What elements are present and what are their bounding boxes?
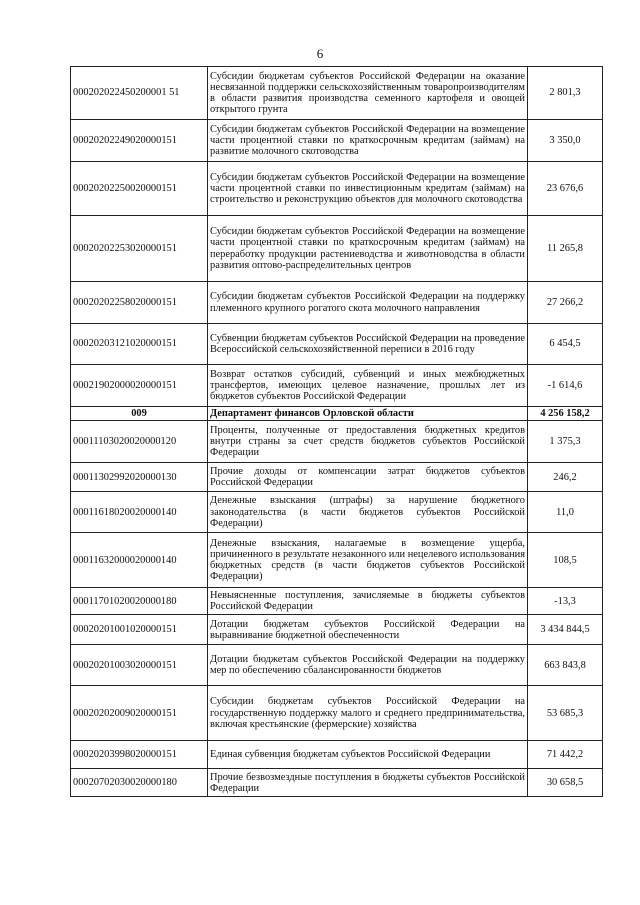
table-row: [71, 686, 603, 741]
department-code: 009: [71, 407, 208, 421]
department-name: Департамент финансов Орловской области: [208, 407, 528, 421]
income-description: Невыясненные поступления, зачисляемые в бюджеты субъектов Российской Федерации: [208, 588, 528, 615]
budget-code: 00011302992020000130: [71, 463, 208, 492]
income-description: Прочие безвозмездные поступления в бюджеты субъектов Российской Федерации: [208, 769, 528, 797]
budget-code: 00020202253020000151: [71, 216, 208, 282]
table-row: [71, 282, 603, 324]
table-row: [71, 463, 603, 492]
amount: 71 442,2: [528, 741, 603, 769]
table-row: [71, 645, 603, 686]
table-row: [71, 365, 603, 407]
amount: -1 614,6: [528, 365, 603, 407]
income-description: Субсидии бюджетам субъектов Российской Федерации на возмещение части процентной ставки по краткосрочным кредитам (займам) на переработку продукции растениеводства и животноводства в области развития оптово-распределительных центров: [208, 216, 528, 282]
income-description: Субсидии бюджетам субъектов Российской Федерации на поддержку племенного крупного рогатого скота молочного направления: [208, 282, 528, 324]
budget-code: 00011618020020000140: [71, 492, 208, 533]
budget-code: 00020203998020000151: [71, 741, 208, 769]
budget-code: 00020202009020000151: [71, 686, 208, 741]
income-description: Денежные взыскания (штрафы) за нарушение бюджетного законодательства (в части бюджетов субъектов Российской Федерации): [208, 492, 528, 533]
table-row: [71, 421, 603, 463]
table-row: [71, 769, 603, 797]
income-description: Субвенции бюджетам субъектов Российской Федерации на проведение Всероссийской сельскохозяйственной переписи в 2016 году: [208, 324, 528, 365]
table-row: [71, 216, 603, 282]
amount: 30 658,5: [528, 769, 603, 797]
amount: 23 676,6: [528, 162, 603, 216]
amount: 6 454,5: [528, 324, 603, 365]
income-description: Дотации бюджетам субъектов Российской Федерации на поддержку мер по обеспечению сбалансированности бюджетов: [208, 645, 528, 686]
budget-code: 000202022450200001 51: [71, 67, 208, 120]
table-row: [71, 492, 603, 533]
income-description: Субсидии бюджетам субъектов Российской Федерации на возмещение части процентной ставки по инвестиционным кредитам (займам) на строительство и реконструкцию объектов для молочного скотоводства: [208, 162, 528, 216]
budget-code: 00020202258020000151: [71, 282, 208, 324]
budget-code: 00020201001020000151: [71, 615, 208, 645]
income-description: Дотации бюджетам субъектов Российской Федерации на выравнивание бюджетной обеспеченности: [208, 615, 528, 645]
budget-code: 00020202250020000151: [71, 162, 208, 216]
table-row: [71, 324, 603, 365]
budget-income-table: [70, 66, 603, 797]
page-number: 6: [316, 46, 324, 61]
budget-code: 00020202249020000151: [71, 120, 208, 162]
budget-code: 00020203121020000151: [71, 324, 208, 365]
income-description: Единая субвенция бюджетам субъектов Российской Федерации: [208, 741, 528, 769]
income-description: Возврат остатков субсидий, субвенций и иных межбюджетных трансфертов, имеющих целевое назначение, прошлых лет из бюджетов субъектов Российской Федерации: [208, 365, 528, 407]
table-row: [71, 120, 603, 162]
department-total: 4 256 158,2: [528, 407, 603, 421]
table-row: [71, 741, 603, 769]
income-description: Субсидии бюджетам субъектов Российской Федерации на возмещение части процентной ставки по краткосрочным кредитам (займам) на развитие молочного скотоводства: [208, 120, 528, 162]
table-row: [71, 533, 603, 588]
budget-code: 00011103020020000120: [71, 421, 208, 463]
amount: 108,5: [528, 533, 603, 588]
amount: 1 375,3: [528, 421, 603, 463]
table-row: [71, 67, 603, 120]
table-body: [71, 67, 603, 797]
income-description: Денежные взыскания, налагаемые в возмещение ущерба, причиненного в результате незаконного или нецелевого использования бюджетных средств (в части бюджетов субъектов Российской Федерации): [208, 533, 528, 588]
income-description: Прочие доходы от компенсации затрат бюджетов субъектов Российской Федерации: [208, 463, 528, 492]
department-row: [71, 407, 603, 421]
amount: -13,3: [528, 588, 603, 615]
budget-code: 00020201003020000151: [71, 645, 208, 686]
amount: 2 801,3: [528, 67, 603, 120]
income-description: Субсидии бюджетам субъектов Российской Федерации на государственную поддержку малого и среднего предпринимательства, включая крестьянские (фермерские) хозяйства: [208, 686, 528, 741]
table-row: [71, 588, 603, 615]
amount: 11 265,8: [528, 216, 603, 282]
amount: 53 685,3: [528, 686, 603, 741]
budget-code: 00011701020020000180: [71, 588, 208, 615]
table-row: [71, 162, 603, 216]
amount: 11,0: [528, 492, 603, 533]
amount: 27 266,2: [528, 282, 603, 324]
table-row: [71, 615, 603, 645]
budget-code: 00021902000020000151: [71, 365, 208, 407]
amount: 246,2: [528, 463, 603, 492]
budget-code: 00011632000020000140: [71, 533, 208, 588]
amount: 663 843,8: [528, 645, 603, 686]
amount: 3 434 844,5: [528, 615, 603, 645]
amount: 3 350,0: [528, 120, 603, 162]
income-description: Субсидии бюджетам субъектов Российской Федерации на оказание несвязанной поддержки сельскохозяйственным товаропроизводителям в области развития производства семенного картофеля и овощей открытого грунта: [208, 67, 528, 120]
income-description: Проценты, полученные от предоставления бюджетных кредитов внутри страны за счет средств бюджетов субъектов Российской Федерации: [208, 421, 528, 463]
budget-code: 00020702030020000180: [71, 769, 208, 797]
